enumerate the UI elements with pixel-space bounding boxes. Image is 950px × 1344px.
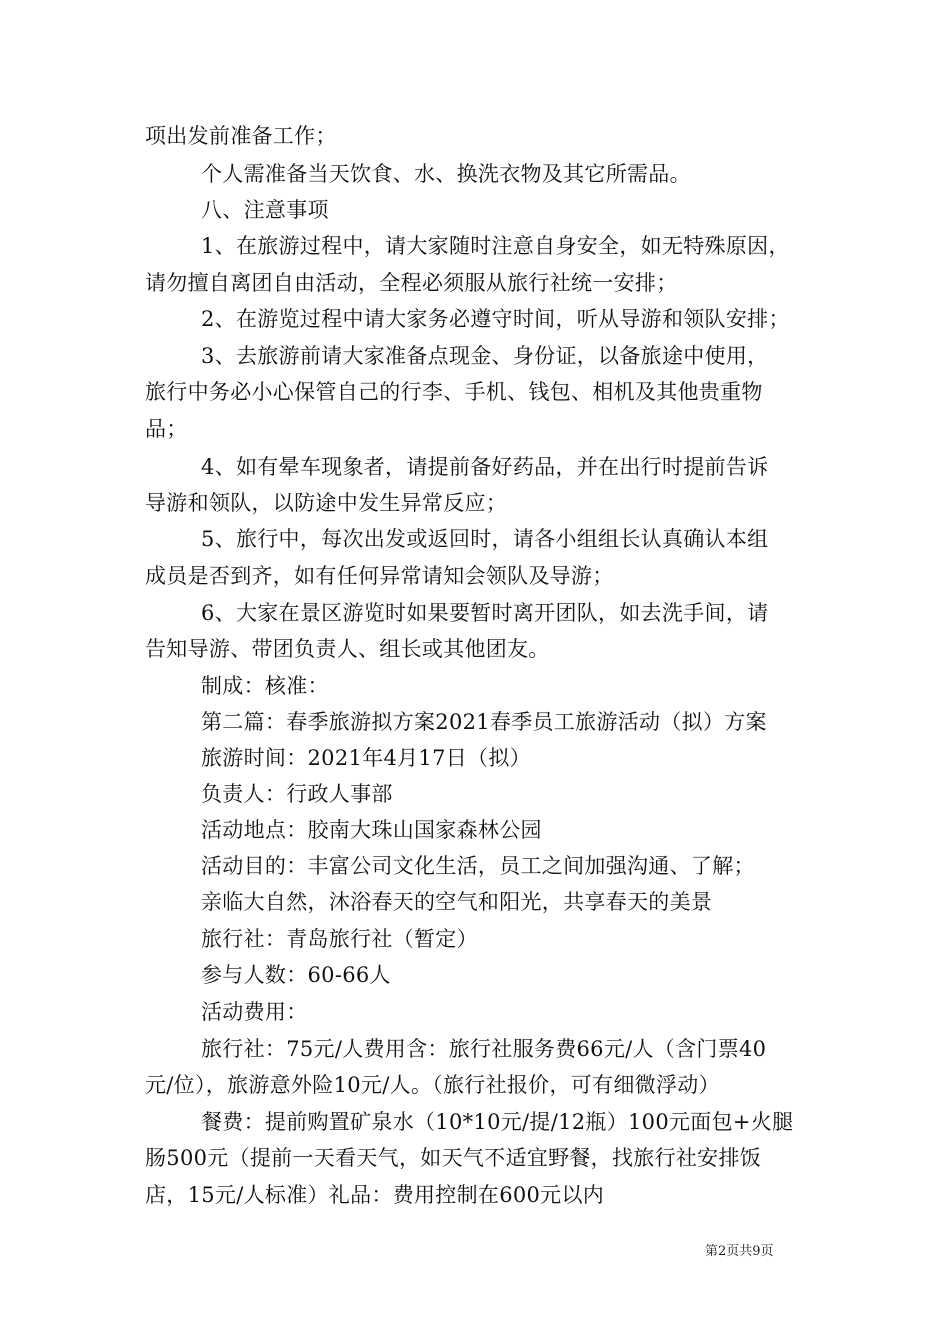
page-number: 第2页共9页 [705, 1244, 774, 1259]
text-line: 活动地点：胶南大珠山国家森林公园 [201, 818, 542, 842]
text-line: 餐费：提前购置矿泉水（10*10元/提/12瓶）100元面包+火腿 [201, 1110, 794, 1134]
text-line: 亲临大自然，沐浴春天的空气和阳光，共享春天的美景 [201, 890, 713, 914]
text-line: 第二篇：春季旅游拟方案2021春季员工旅游活动（拟）方案 [201, 710, 767, 734]
text-line: 店，15元/人标准）礼品：费用控制在600元以内 [145, 1183, 605, 1207]
text-line: 成员是否到齐，如有任何异常请知会领队及导游； [145, 564, 614, 588]
text-line: 2、在游览过程中请大家务必遵守时间，听从导游和领队安排； [201, 307, 790, 331]
text-line: 参与人数：60-66人 [201, 963, 391, 987]
text-line: 旅行社：青岛旅行社（暂定） [201, 927, 478, 951]
text-line: 活动目的：丰富公司文化生活，员工之间加强沟通、了解； [201, 854, 755, 878]
text-line: 请勿擅自离团自由活动，全程必须服从旅行社统一安排； [145, 271, 678, 295]
text-line: 制成：核准： [201, 674, 329, 698]
text-line: 5、旅行中，每次出发或返回时，请各小组组长认真确认本组 [201, 527, 769, 551]
text-line: 1、在旅游过程中，请大家随时注意自身安全，如无特殊原因， [201, 234, 790, 258]
section-heading: 八、注意事项 [201, 198, 329, 222]
text-line: 负责人：行政人事部 [201, 782, 393, 806]
text-line: 品； [145, 417, 188, 441]
text-line: 活动费用： [201, 1000, 308, 1024]
text-line: 6、大家在景区游览时如果要暂时离开团队，如去洗手间，请 [201, 601, 769, 625]
text-line: 肠500元（提前一天看天气，如天气不适宜野餐，找旅行社安排饭 [145, 1146, 762, 1170]
text-line: 项出发前准备工作； [145, 124, 337, 148]
text-line: 旅游时间：2021年4月17日（拟） [201, 746, 531, 770]
text-line: 个人需准备当天饮食、水、换洗衣物及其它所需品。 [201, 162, 691, 186]
text-line: 旅行社：75元/人费用含：旅行社服务费66元/人（含门票40 [201, 1037, 767, 1061]
text-line: 4、如有晕车现象者，请提前备好药品，并在出行时提前告诉 [201, 455, 769, 479]
text-line: 3、去旅游前请大家准备点现金、身份证，以备旅途中使用， [201, 344, 769, 368]
text-line: 元/位），旅游意外险10元/人。（旅行社报价，可有细微浮动） [145, 1073, 720, 1097]
text-line: 告知导游、带团负责人、组长或其他团友。 [145, 637, 550, 661]
text-line: 导游和领队，以防途中发生异常反应； [145, 491, 508, 515]
text-line: 旅行中务必小心保管自己的行李、手机、钱包、相机及其他贵重物 [145, 380, 763, 404]
